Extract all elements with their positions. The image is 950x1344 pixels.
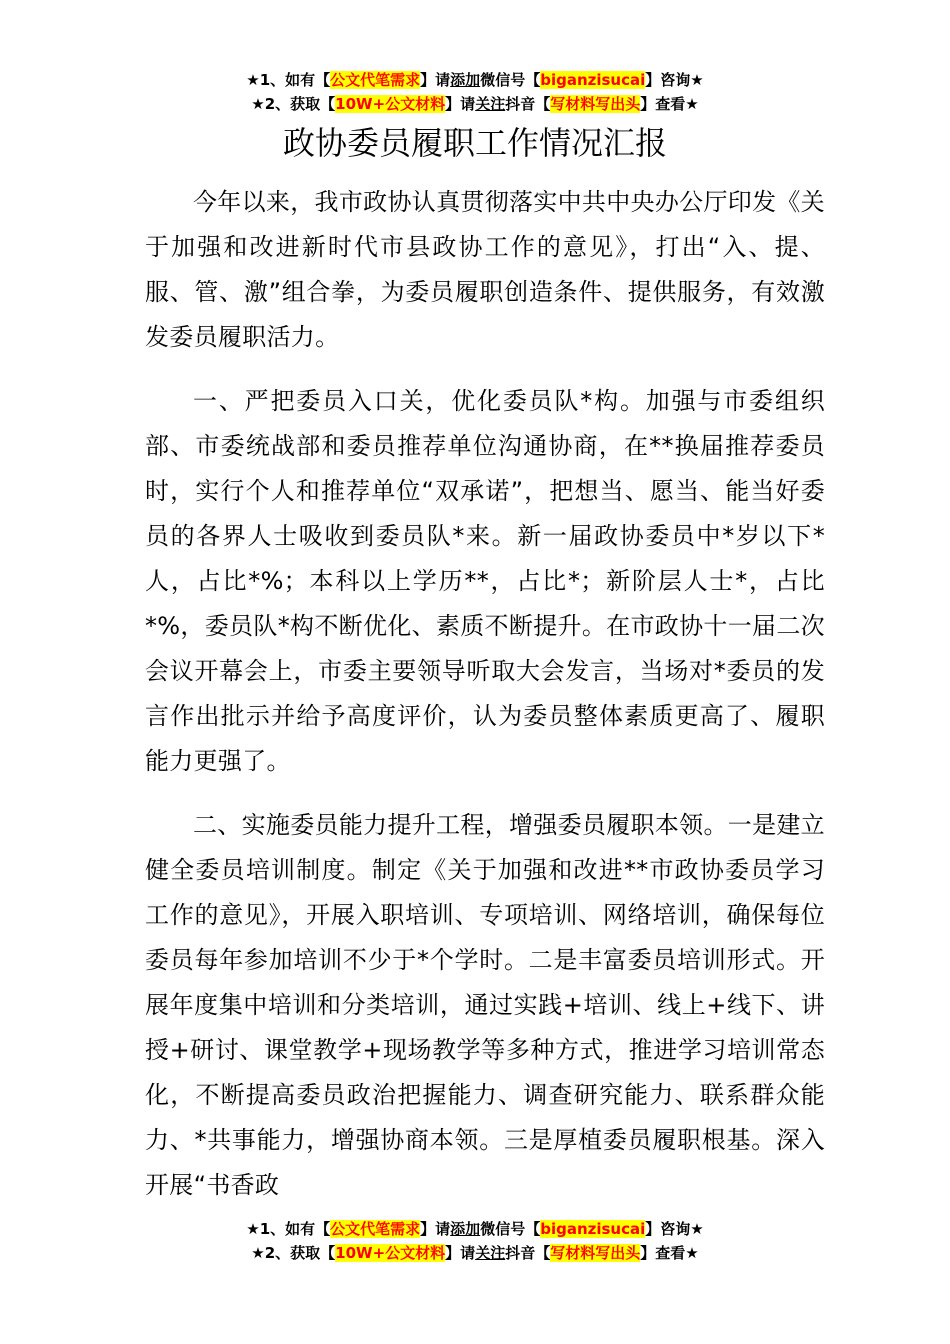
star-icon: ★	[251, 1244, 265, 1262]
banner-text: 微信号【	[480, 71, 541, 89]
banner-highlight: 10W+公文材料	[335, 95, 446, 113]
banner-line-2	[0, 1241, 950, 1265]
banner-text: 抖音【	[505, 1244, 551, 1262]
banner-text: 2、获取【	[264, 1244, 336, 1262]
banner-highlight: 公文代笔需求	[330, 71, 421, 89]
banner-highlight: 公文代笔需求	[330, 1220, 421, 1238]
banner-text: 】咨询	[645, 71, 691, 89]
banner-line-1	[0, 1217, 950, 1241]
star-icon: ★	[246, 71, 260, 89]
banner-highlight: 10W+公文材料	[335, 1244, 446, 1262]
banner-text: 1、如有【	[259, 71, 331, 89]
footer-banner	[0, 1217, 950, 1265]
banner-text: 】咨询	[645, 1220, 691, 1238]
star-icon: ★	[251, 95, 265, 113]
banner-underlined-text: 添加	[450, 71, 481, 89]
banner-highlight: biganzisucai	[540, 1220, 646, 1238]
banner-text: 】查看	[640, 1244, 686, 1262]
banner-text: 1、如有【	[259, 1220, 331, 1238]
banner-line-2	[0, 92, 950, 116]
banner-text: 2、获取【	[264, 95, 336, 113]
banner-text: 微信号【	[480, 1220, 541, 1238]
star-icon: ★	[685, 95, 699, 113]
banner-highlight: 写材料写出头	[550, 1244, 641, 1262]
banner-highlight: 写材料写出头	[550, 95, 641, 113]
star-icon: ★	[690, 1220, 704, 1238]
paragraph-section-1: 一、严把委员入口关，优化委员队*构。加强与市委组织部、市委统战部和委员推荐单位沟通协商，在**换届推荐委员时，实行个人和推荐单位“双承诺”，把想当、愿当、能当好委员的各界人士吸收到委员队*来。新一届政协委员中*岁以下*人，占比*%；本科以上学历**，占比*；新阶层人士*，占比*%，委员队*构不断优化、素质不断提升。在市政协十一届二次会议开幕会上，市委主要领导听取大会发言，当场对*委员的发言作出批示并给予高度评价，认为委员整体素质更高了、履职能力更强了。	[145, 387, 825, 775]
star-icon: ★	[685, 1244, 699, 1262]
star-icon: ★	[690, 71, 704, 89]
banner-text: 】请	[445, 95, 476, 113]
paragraph-section-2: 二、实施委员能力提升工程，增强委员履职本领。一是建立健全委员培训制度。制定《关于加强和改进**市政协委员学习工作的意见》，开展入职培训、专项培训、网络培训，确保每位委员每年参加培训不少于*个学时。二是丰富委员培训形式。开展年度集中培训和分类培训，通过实践+培训、线上+线下、讲授+研讨、课堂教学+现场教学等多种方式，推进学习培训常态化，不断提高委员政治把握能力、调查研究能力、联系群众能力、*共事能力，增强协商本领。三是厚植委员履职根基。深入开展“书香政	[145, 811, 825, 1199]
document-title: 政协委员履职工作情况汇报	[282, 124, 667, 162]
banner-highlight: biganzisucai	[540, 71, 646, 89]
header-banner	[0, 68, 950, 116]
banner-underlined-text: 关注	[475, 95, 506, 113]
banner-text: 】查看	[640, 95, 686, 113]
banner-text: 】请	[420, 1220, 451, 1238]
banner-underlined-text: 添加	[450, 1220, 481, 1238]
paragraph-intro: 今年以来，我市政协认真贯彻落实中共中央办公厅印发《关于加强和改进新时代市县政协工作的意见》，打出“入、提、服、管、激”组合拳，为委员履职创造条件、提供服务，有效激发委员履职活力。	[145, 188, 826, 351]
document-body	[145, 180, 825, 1227]
banner-underlined-text: 关注	[475, 1244, 506, 1262]
banner-text: 】请	[445, 1244, 476, 1262]
banner-text: 抖音【	[505, 95, 551, 113]
banner-line-1	[0, 68, 950, 92]
star-icon: ★	[246, 1220, 260, 1238]
banner-text: 】请	[420, 71, 451, 89]
